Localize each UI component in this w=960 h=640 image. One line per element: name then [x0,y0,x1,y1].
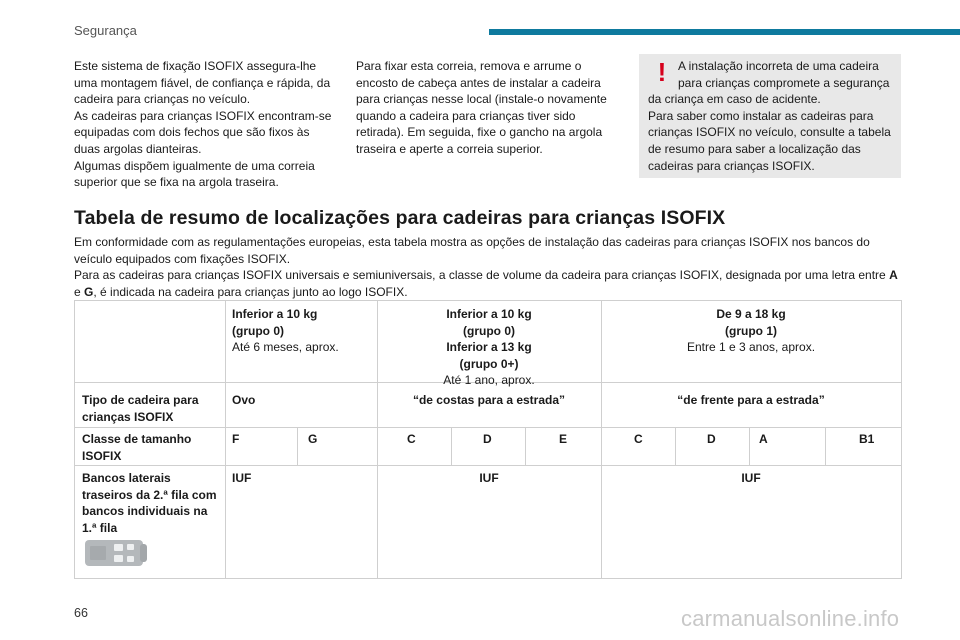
seat-value: IUF [232,471,252,485]
section-intro [74,234,904,300]
exclamation-icon: ! [657,57,667,87]
intro-paragraph: Para fixar esta correia, remova e arrume o encosto de cabeça antes de instalar a cadeira para crianças nesse local (instale-o novamente quando a cadeira para crianças tiver sido retirada). Em seguida, fixe o gancho na argola traseira e aperte a correia superior. [356,59,607,156]
class-value: C [407,432,416,446]
section-paragraph: Para as cadeiras para crianças ISOFIX universais e semiuniversais, a classe de volume da cadeira para crianças ISOFIX, designada por uma letra entre A e G, é indicada na cadeira para crianças junto ao logo ISOFIX. [74,268,898,299]
type-value: Ovo [232,393,256,407]
class-value: G [308,432,318,446]
intro-paragraph: Este sistema de fixação ISOFIX assegura-lhe uma montagem fiável, de confiança e rápida, da cadeira para crianças no veículo. [74,59,331,107]
section-paragraph: Em conformidade com as regulamentações europeias, esta tabela mostra as opções de instalação das cadeiras para crianças ISOFIX nos bancos do veículo equipados com fixações ISOFIX. [74,235,870,266]
section-title: Tabela de resumo de localizações para cadeiras para crianças ISOFIX [74,207,726,229]
class-letter-g: G [84,284,94,299]
warning-box [639,54,901,178]
type-value: “de frente para a estrada” [677,393,825,407]
row-label-seats: Bancos laterais traseiros da 2.ª fila com bancos individuais na 1.ª fila [82,471,217,535]
intro-column-2 [356,58,618,158]
page-number: 66 [74,606,88,620]
warning-paragraph: Para saber como instalar as cadeiras para crianças ISOFIX no veículo, consulte a tabela de resumo para saber a localização das cadeiras para crianças ISOFIX. [648,108,891,173]
class-value: B1 [859,432,875,446]
class-letter-a: A [889,268,898,282]
watermark: carmanualsonline.info [681,606,900,631]
class-value: F [232,432,240,446]
isofix-summary-table [74,300,902,579]
row-label-class: Classe de tamanho ISOFIX [82,432,192,463]
class-value: E [559,432,568,446]
seat-value: IUF [479,471,499,485]
type-value: “de costas para a estrada” [412,393,566,407]
intro-paragraph: As cadeiras para crianças ISOFIX encontram-se equipadas com dois fechos que são fixos às duas argolas dianteiras. [74,108,332,156]
class-value: C [634,432,643,446]
intro-paragraph: Algumas dispõem igualmente de uma correia superior que se fixa na argola traseira. [74,158,315,190]
class-value: D [483,432,492,446]
group-header-2: De 9 a 18 kg (grupo 1) Entre 1 e 3 anos, aprox. [686,307,816,354]
seat-value: IUF [741,471,761,485]
header-section-title: Segurança [74,23,137,38]
group-header-1: Inferior a 10 kg (grupo 0) Inferior a 13 kg (grupo 0+) Até 1 ano, aprox. [443,307,535,387]
warning-paragraph: A instalação incorreta de uma cadeira para crianças compromete a segurança da criança em caso de acidente. [648,59,890,107]
van-seats-icon [84,537,150,569]
intro-column-1 [74,58,336,191]
class-value: A [759,432,768,446]
row-label-type: Tipo de cadeira para crianças ISOFIX [82,393,199,424]
group-header-0: Inferior a 10 kg (grupo 0) Até 6 meses, aprox. [232,307,339,354]
class-value: D [707,432,716,446]
header-accent-bar [489,29,960,35]
